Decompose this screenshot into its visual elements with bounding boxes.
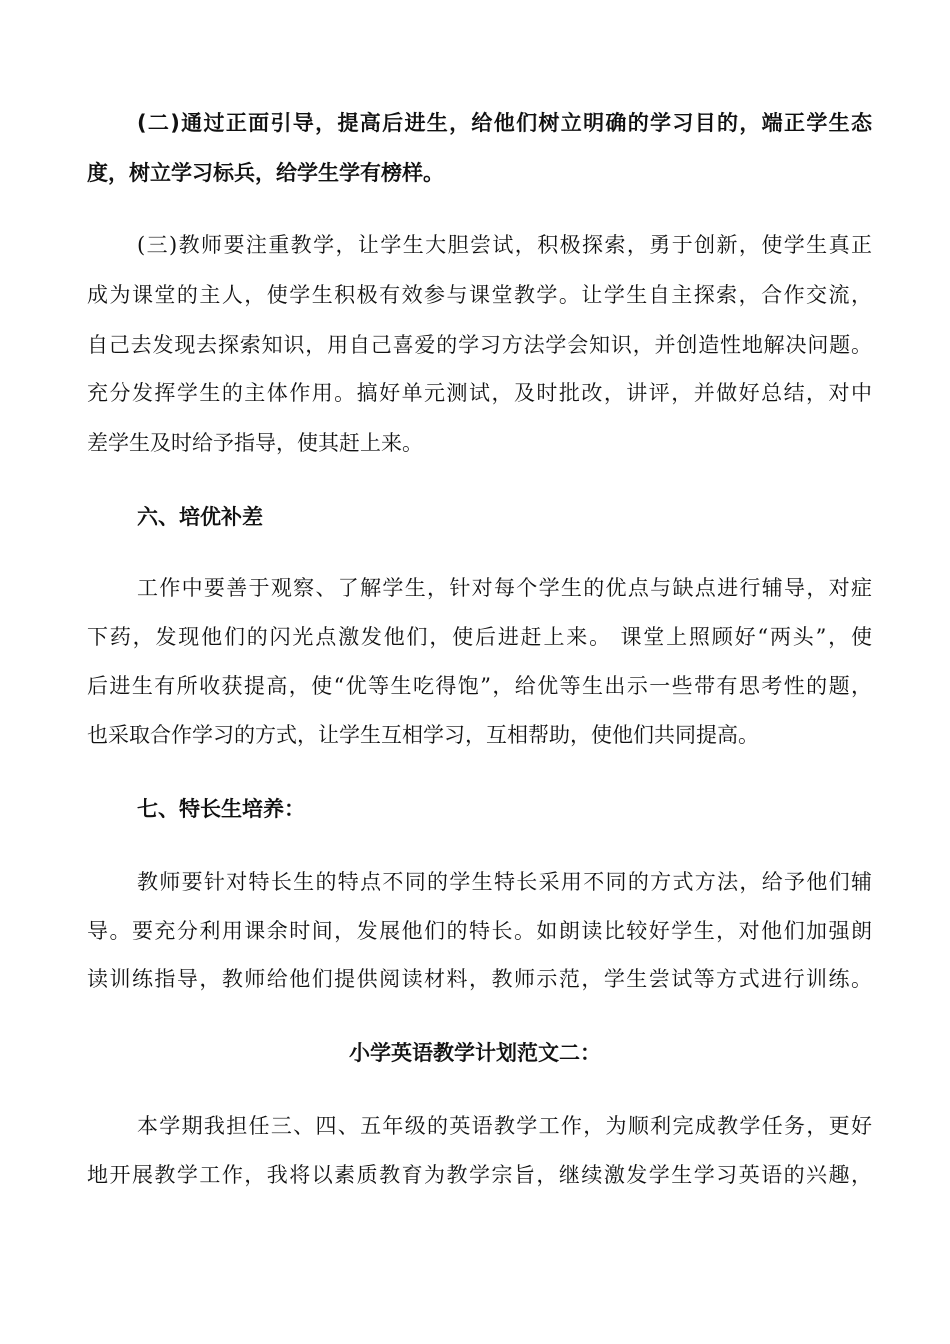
- paragraph-three-line-2: 成为课堂的主人，使学生积极有效参与课堂教学。让学生自主探索，合作交流，: [87, 283, 872, 307]
- paragraph-three-line-5: 差学生及时给予指导，使其赶上来。: [87, 431, 423, 455]
- paragraph-plan-two-line-2: 地开展教学工作，我将以素质教育为教学宗旨，继续激发学生学习英语的兴趣，: [87, 1163, 872, 1187]
- section-heading-seven: 七、特长生培养：: [137, 797, 305, 821]
- paragraph-two-line-2: 度，树立学习标兵，给学生学有榜样。: [87, 161, 444, 185]
- paragraph-three-line-4: 充分发挥学生的主体作用。搞好单元测试，及时批改，讲评，并做好总结，对中: [87, 381, 872, 405]
- paragraph-seven-line-2: 导。要充分利用课余时间，发展他们的特长。如朗读比较好学生，对他们加强朗: [87, 919, 872, 943]
- paragraph-three-line-1: (三)教师要注重教学，让学生大胆尝试，积极探索，勇于创新，使学生真正: [137, 233, 872, 257]
- paragraph-six-line-1: 工作中要善于观察、了解学生，针对每个学生的优点与缺点进行辅导，对症: [137, 576, 872, 600]
- paragraph-six-line-3: 后进生有所收获提高，使“优等生吃得饱”，给优等生出示一些带有思考性的题，: [87, 674, 872, 698]
- section-heading-six: 六、培优补差: [137, 505, 263, 529]
- document-section-title: 小学英语教学计划范文二：: [349, 1041, 601, 1065]
- paragraph-plan-two-line-1: 本学期我担任三、四、五年级的英语教学工作，为顺利完成教学任务，更好: [137, 1114, 872, 1138]
- paragraph-two-line-1: (二)通过正面引导，提高后进生，给他们树立明确的学习目的，端正学生态: [137, 111, 872, 135]
- paragraph-six-line-2: 下药，发现他们的闪光点激发他们，使后进赶上来。 课堂上照顾好“两头”，使: [87, 625, 872, 649]
- paragraph-three-line-3: 自己去发现去探索知识，用自己喜爱的学习方法学会知识，并创造性地解决问题。: [87, 333, 872, 357]
- paragraph-six-line-4: 也采取合作学习的方式，让学生互相学习，互相帮助，使他们共同提高。: [87, 723, 759, 747]
- paragraph-seven-line-3: 读训练指导，教师给他们提供阅读材料，教师示范，学生尝试等方式进行训练。: [87, 967, 872, 991]
- paragraph-seven-line-1: 教师要针对特长生的特点不同的学生特长采用不同的方式方法，给予他们辅: [137, 870, 872, 894]
